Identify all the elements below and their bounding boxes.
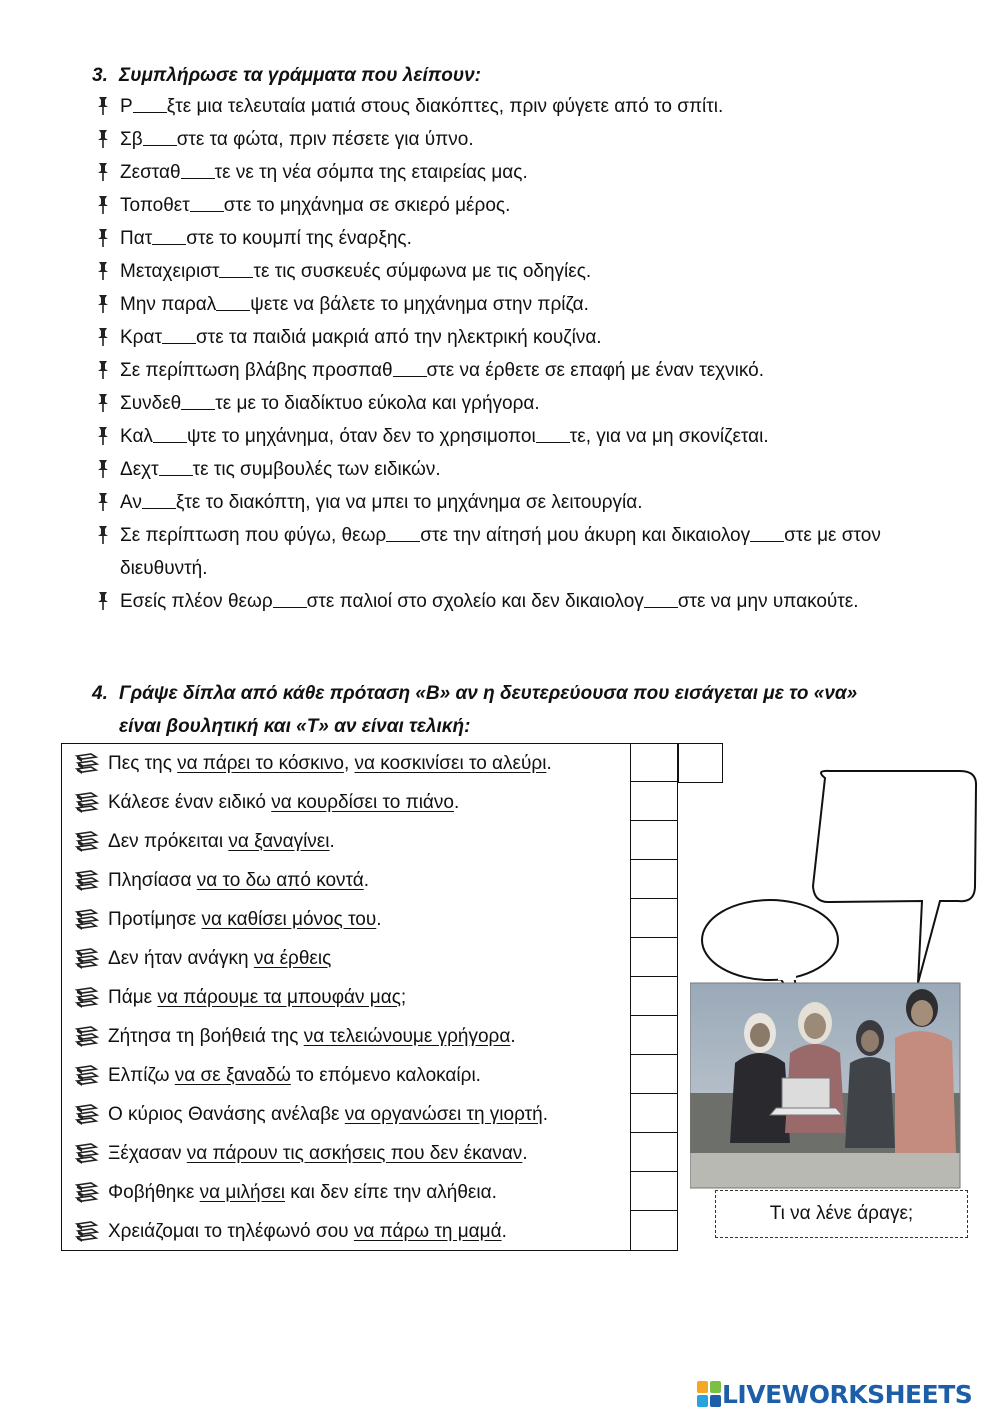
books-icon	[74, 1104, 100, 1126]
fill-item-text: Τοποθετ	[120, 195, 190, 216]
table-row	[62, 900, 630, 939]
table-row	[62, 1134, 630, 1173]
fill-item-text: Αν	[120, 492, 142, 513]
blank-input[interactable]	[190, 192, 224, 212]
pushpin-icon	[96, 591, 110, 611]
fill-item-text: Ρ	[120, 96, 133, 117]
books-icon	[74, 792, 100, 814]
fill-item-text: τε, για να μη σκονίζεται.	[569, 426, 769, 447]
sentence-text: .	[542, 1103, 548, 1125]
sentence-text: .	[453, 791, 460, 813]
exercise-4-number: 4.	[92, 683, 108, 704]
sentence	[108, 792, 459, 814]
underlined-clause: να κοσκινίσει το αλεύρι	[354, 752, 547, 774]
fill-item-text: Μεταχειριστ	[120, 261, 220, 282]
fill-item-text: τε με το διαδίκτυο εύκολα και γρήγορα.	[215, 393, 540, 414]
answer-box[interactable]	[631, 744, 678, 782]
sentence	[108, 1182, 497, 1204]
exercise-4-title-line1: Γράψε δίπλα από κάθε πρόταση «Β» αν η δευτερεύουσα που εισάγεται με το «να»	[119, 683, 858, 704]
fill-item-text: στε τα παιδιά μακριά από την ηλεκτρική κουζίνα.	[195, 327, 602, 348]
pushpin-icon	[96, 327, 110, 347]
sentence	[108, 909, 382, 931]
sentence	[108, 870, 369, 892]
sentence-text: Ζήτησα τη βοήθειά της	[108, 1025, 304, 1047]
table-row	[62, 1056, 630, 1095]
sentence-text: Χρειάζομαι το τηλέφωνό σου	[108, 1220, 354, 1242]
books-icon	[74, 1026, 100, 1048]
fill-item-text: ψτε το μηχάνημα, όταν δεν το χρησιμοποι	[186, 426, 536, 447]
sentence-text: .	[522, 1142, 528, 1164]
pushpin-icon	[96, 426, 110, 446]
fill-item-text: στε με στον διευθυντή.	[120, 525, 881, 579]
sentence	[108, 831, 335, 853]
sentence-text: Κάλεσε έναν ειδικό	[108, 791, 272, 813]
sentence	[108, 753, 552, 775]
fill-item-text: στε το μηχάνημα σε σκιερό μέρος.	[223, 195, 511, 216]
sentence	[108, 1143, 528, 1165]
fill-item-text: Εσείς πλέον θεωρ	[120, 591, 273, 612]
fill-item	[96, 387, 926, 420]
fill-item	[96, 486, 926, 519]
books-icon	[74, 1182, 100, 1204]
fill-item-text: τε τις συμβουλές των ειδικών.	[192, 459, 441, 480]
sentence-text: Ελπίζω	[108, 1064, 175, 1086]
pushpin-icon	[96, 360, 110, 380]
books-icon	[74, 753, 100, 775]
answer-box[interactable]	[631, 939, 678, 977]
underlined-clause: να κουρδίσει το πιάνο	[271, 791, 454, 813]
exercise-4-heading	[92, 677, 972, 743]
table-row	[62, 1173, 630, 1212]
fill-item	[96, 189, 926, 222]
underlined-clause: να πάρουμε τα μπουφάν μας	[157, 986, 401, 1008]
pushpin-icon	[96, 492, 110, 512]
blank-input[interactable]	[216, 291, 250, 311]
footer-brand: LIVEWORKSHEETS	[722, 1379, 973, 1409]
answer-box[interactable]	[631, 1173, 678, 1211]
blank-input[interactable]	[536, 423, 570, 443]
underlined-clause: να οργανώσει τη γιορτή	[344, 1103, 543, 1125]
sentence	[108, 1221, 507, 1243]
sentence	[108, 1104, 548, 1126]
blank-input[interactable]	[181, 390, 215, 410]
sentence-text: Ξέχασαν	[108, 1142, 187, 1164]
books-icon	[74, 1065, 100, 1087]
blank-input[interactable]	[143, 126, 177, 146]
answer-box[interactable]	[631, 1095, 678, 1133]
sentence	[108, 948, 331, 970]
fill-item	[96, 288, 926, 321]
fill-item-text: Συνδεθ	[120, 393, 182, 414]
books-icon	[74, 1221, 100, 1243]
fill-item-text: ξτε μια τελευταία ματιά στους διακόπτες, πριν φύγετε από το σπίτι.	[166, 96, 724, 117]
fill-item-text: Ζεσταθ	[120, 162, 181, 183]
answer-box[interactable]	[631, 822, 678, 860]
fill-item-text: Καλ	[120, 426, 153, 447]
blank-input[interactable]	[219, 258, 253, 278]
speech-bubble-left	[702, 900, 838, 980]
answer-box[interactable]	[631, 1134, 678, 1172]
fill-item	[96, 123, 926, 156]
pushpin-icon	[96, 459, 110, 479]
exercise-3-heading	[92, 59, 481, 92]
fill-item	[96, 420, 926, 453]
answer-box[interactable]	[631, 1017, 678, 1055]
answer-box[interactable]	[631, 978, 678, 1016]
pushpin-icon	[96, 228, 110, 248]
caption-text: Τι να λένε άραγε;	[769, 1203, 914, 1224]
photo	[690, 983, 960, 1188]
sentence-text: .	[376, 908, 382, 930]
fill-item-text: τε νε τη νέα σόμπα της εταιρείας μας.	[214, 162, 528, 183]
blank-input[interactable]	[181, 159, 215, 179]
sentence-text: .	[546, 752, 552, 774]
fill-item-text: στε την αίτησή μου άκυρη και δικαιολογ	[420, 525, 751, 546]
answer-box[interactable]	[631, 783, 678, 821]
fill-item-text: Σε περίπτωση που φύγω, θεωρ	[120, 525, 387, 546]
fill-item-text: Δεχτ	[120, 459, 159, 480]
books-icon	[74, 870, 100, 892]
sentence-text: ,	[343, 752, 355, 774]
sentence-text: Πες της	[108, 752, 178, 774]
sentence-text: Προτίμησε	[108, 908, 202, 930]
underlined-clause: να καθίσει μόνος του	[201, 908, 377, 930]
fill-item-text: ψετε να βάλετε το μηχάνημα στην πρίζα.	[250, 294, 589, 315]
blank-input[interactable]	[152, 225, 186, 245]
sentence-text: Δεν ήταν ανάγκη	[108, 947, 254, 969]
pushpin-icon	[96, 261, 110, 281]
table-row	[62, 939, 630, 978]
underlined-clause: να πάρει το κόσκινο	[177, 752, 344, 774]
sentence-text: Φοβήθηκε	[108, 1181, 200, 1203]
fill-item-text: Σε περίπτωση βλάβης προσπαθ	[120, 360, 393, 381]
answer-box[interactable]	[631, 1056, 678, 1094]
footer-logo	[696, 1377, 972, 1411]
fill-item-text: ξτε το διακόπτη, για να μπει το μηχάνημα σε λειτουργία.	[175, 492, 643, 513]
underlined-clause: να τελειώνουμε γρήγορα	[303, 1025, 511, 1047]
fill-item	[96, 354, 926, 387]
fill-item	[96, 90, 926, 123]
fill-item	[96, 453, 926, 486]
sentence-text: και δεν είπε την αλήθεια.	[285, 1181, 497, 1203]
fill-item-text: στε το κουμπί της έναρξης.	[186, 228, 412, 249]
sentence-text: Δεν πρόκειται	[108, 830, 229, 852]
pushpin-icon	[96, 96, 110, 116]
underlined-clause: να σε ξαναδώ	[174, 1064, 291, 1086]
blank-input[interactable]	[159, 456, 193, 476]
fill-item	[96, 585, 926, 618]
pushpin-icon	[96, 129, 110, 149]
answer-box[interactable]	[631, 861, 678, 899]
blank-input[interactable]	[133, 93, 167, 113]
fill-item-text: στε παλιοί στο σχολείο και δεν δικαιολογ	[306, 591, 644, 612]
fill-item	[96, 519, 926, 585]
books-icon	[74, 909, 100, 931]
blank-input[interactable]	[162, 324, 196, 344]
table-row	[62, 783, 630, 822]
pushpin-icon	[96, 294, 110, 314]
sentence	[108, 1065, 481, 1087]
underlined-clause: να πάρω τη μαμά	[353, 1220, 502, 1242]
blank-input[interactable]	[644, 588, 678, 608]
books-icon	[74, 948, 100, 970]
pushpin-icon	[96, 393, 110, 413]
table-row	[62, 744, 630, 783]
blank-input[interactable]	[142, 489, 176, 509]
exercise-4-title-line2: είναι βουλητική και «Τ» αν είναι τελική:	[119, 716, 471, 737]
blank-input[interactable]	[273, 588, 307, 608]
fill-item	[96, 255, 926, 288]
exercise-3-list	[96, 90, 926, 618]
sentence	[108, 987, 406, 1009]
caption-box	[715, 1190, 968, 1238]
sentence-text: .	[501, 1220, 507, 1242]
answer-box[interactable]	[631, 900, 678, 938]
books-icon	[74, 831, 100, 853]
pushpin-icon	[96, 195, 110, 215]
fill-item-text: στε να μην υπακούτε.	[677, 591, 859, 612]
liveworksheets-logo-icon	[696, 1380, 722, 1408]
pushpin-icon	[96, 162, 110, 182]
books-icon	[74, 1143, 100, 1165]
fill-item-text: Κρατ	[120, 327, 162, 348]
sentence-text: .	[329, 830, 335, 852]
blank-input[interactable]	[386, 522, 420, 542]
underlined-clause: να το δω από κοντά	[196, 869, 364, 891]
sentence-text: Ο κύριος Θανάσης ανέλαβε	[108, 1103, 345, 1125]
sentence	[108, 1026, 516, 1048]
fill-item-text: Μην παραλ	[120, 294, 217, 315]
table-row	[62, 978, 630, 1017]
exercise-3-title: Συμπλήρωσε τα γράμματα που λείπουν:	[119, 65, 481, 86]
sentence-text: ;	[400, 986, 407, 1008]
blank-input[interactable]	[750, 522, 784, 542]
fill-item-text: Πατ	[120, 228, 153, 249]
women-laptop-illustration	[690, 768, 980, 1248]
sentence-text: .	[510, 1025, 516, 1047]
table-row	[62, 1212, 630, 1251]
sentence-text: Πλησίασα	[108, 869, 197, 891]
fill-item-text: Σβ	[120, 129, 143, 150]
underlined-clause: να μιλήσει	[199, 1181, 286, 1203]
fill-item-text: τε τις συσκευές σύμφωνα με τις οδηγίες.	[253, 261, 592, 282]
sentence-text: το επόμενο καλοκαίρι.	[290, 1064, 481, 1086]
table-row	[62, 1095, 630, 1134]
books-icon	[74, 987, 100, 1009]
answer-box[interactable]	[631, 1212, 678, 1250]
table-row	[62, 861, 630, 900]
fill-item	[96, 321, 926, 354]
exercise-4-table	[61, 743, 678, 1251]
fill-item-text: στε να έρθετε σε επαφή με έναν τεχνικό.	[426, 360, 764, 381]
pushpin-icon	[96, 525, 110, 545]
exercise-3-number: 3.	[92, 65, 108, 86]
underlined-clause: να ξαναγίνει	[228, 830, 330, 852]
underlined-clause: να έρθεις	[253, 947, 332, 969]
underlined-clause: να πάρουν τις ασκήσεις που δεν έκαναν	[186, 1142, 523, 1164]
speech-bubble-right	[813, 771, 976, 983]
fill-item	[96, 156, 926, 189]
fill-item	[96, 222, 926, 255]
table-row	[62, 1017, 630, 1056]
sentence-text: Πάμε	[108, 986, 158, 1008]
sentence-text: .	[363, 869, 370, 891]
blank-input[interactable]	[393, 357, 427, 377]
blank-input[interactable]	[153, 423, 187, 443]
table-row	[62, 822, 630, 861]
fill-item-text: στε τα φώτα, πριν πέσετε για ύπνο.	[176, 129, 474, 150]
